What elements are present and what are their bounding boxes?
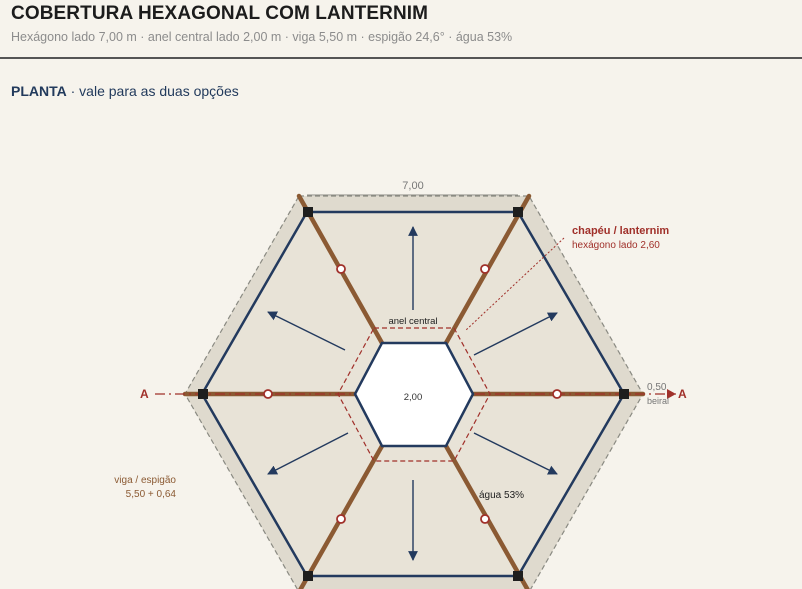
section-mark-right: A	[678, 387, 687, 401]
viga-label: viga / espigão	[114, 475, 176, 486]
anel-label: anel central	[388, 316, 438, 327]
dim-side-label: 7,00	[402, 180, 424, 192]
section-heading-bold: PLANTA	[11, 83, 67, 99]
beiral-label: beiral	[647, 396, 670, 406]
beiral-dim-label: 0,50	[647, 382, 667, 393]
page-subtitle: Hexágono lado 7,00 m · anel central lado 2,00 m · viga 5,50 m · espigão 24,6° · água 53%	[11, 30, 513, 44]
page-title: COBERTURA HEXAGONAL COM LANTERNIM	[11, 3, 429, 24]
chapeu-label: chapéu / lanternim	[572, 225, 670, 237]
section-mark-left: A	[140, 387, 149, 401]
anel-dim-label: 2,00	[403, 392, 423, 403]
agua-label: água 53%	[479, 490, 525, 501]
section-heading-rest: · vale para as duas opções	[66, 83, 239, 99]
chapeu-sub-label: hexágono lado 2,60	[572, 240, 660, 251]
viga-sub-label: 5,50 + 0,64	[125, 489, 176, 500]
